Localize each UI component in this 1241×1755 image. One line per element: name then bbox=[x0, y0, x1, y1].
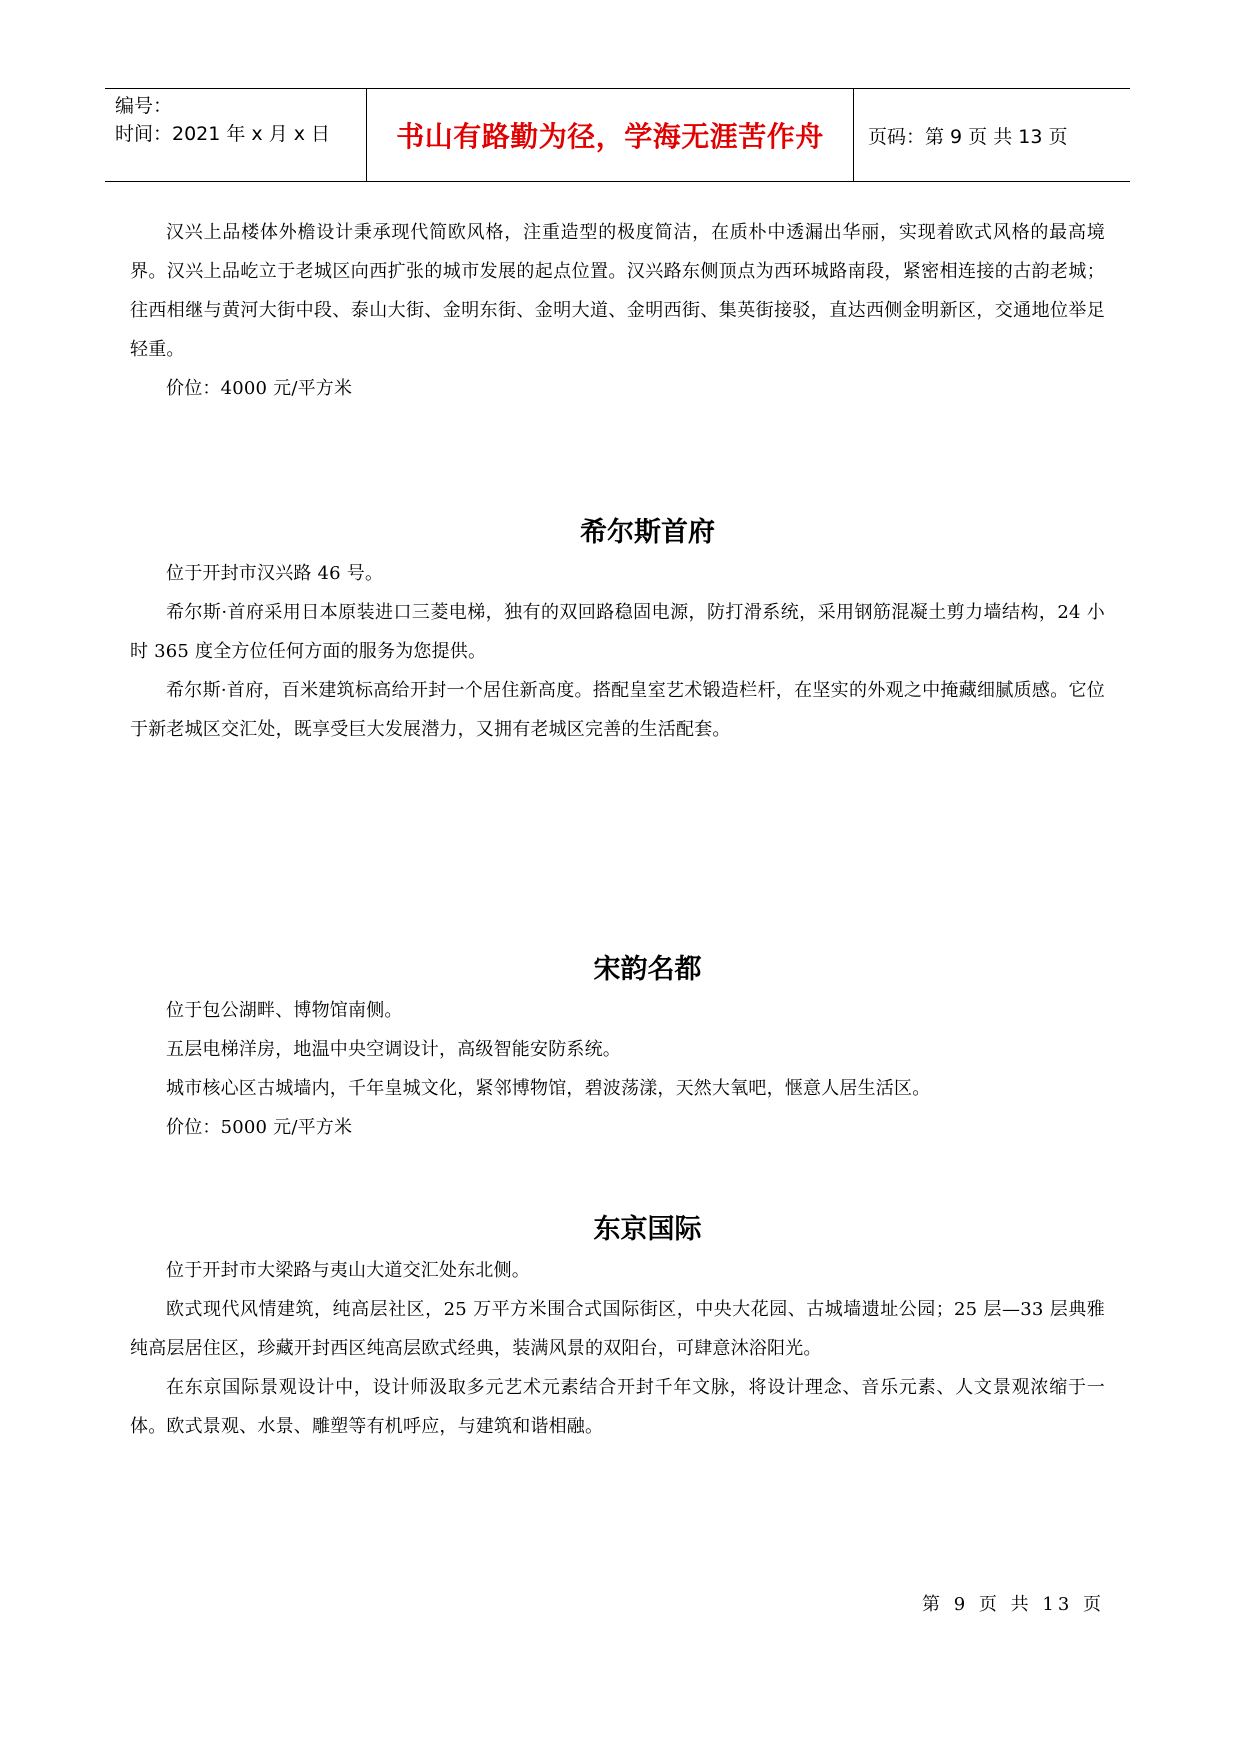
header-page-cell bbox=[854, 89, 1130, 181]
paragraph: 希尔斯·首府采用日本原装进口三菱电梯，独有的双回路稳固电源，防打滑系统，采用钢筋混凝土剪力墙结构，24 小时 365 度全方位任何方面的服务为您提供。 bbox=[130, 602, 1105, 662]
page-footer bbox=[922, 1590, 1105, 1616]
paragraph: 在东京国际景观设计中，设计师汲取多元艺术元素结合开封千年文脉，将设计理念、音乐元素、人文景观浓缩于一体。欧式景观、水景、雕塑等有机呼应，与建筑和谐相融。 bbox=[130, 1377, 1105, 1437]
document-number-label: 编号： bbox=[115, 95, 173, 117]
paragraph: 位于包公湖畔、博物馆南侧。 bbox=[166, 1000, 403, 1021]
page-header bbox=[105, 88, 1130, 182]
document-time-label: 时间：2021 年 x 月 x 日 bbox=[115, 123, 331, 145]
paragraph: 位于开封市汉兴路 46 号。 bbox=[166, 563, 384, 584]
header-page-number: 页码：第 9 页 共 13 页 bbox=[868, 125, 1068, 148]
section-title: 宋韵名都 bbox=[593, 954, 702, 985]
paragraph: 欧式现代风情建筑，纯高层社区，25 万平方米围合式国际街区，中央大花园、古城墙遗址公园；25 层—33 层典雅纯高层居住区，珍藏开封西区纯高层欧式经典，装满风景的双阳台，可肆意沐浴阳光。 bbox=[130, 1299, 1105, 1359]
price-line: 价位：4000 元/平方米 bbox=[166, 378, 353, 399]
section-hanxing-continued bbox=[130, 213, 1105, 408]
header-info-cell bbox=[105, 89, 367, 181]
paragraph: 五层电梯洋房，地温中央空调设计，高级智能安防系统。 bbox=[166, 1039, 621, 1060]
paragraph: 汉兴上品楼体外檐设计秉承现代简欧风格，注重造型的极度简洁，在质朴中透漏出华丽，实现着欧式风格的最高境界。汉兴上品屹立于老城区向西扩张的城市发展的起点位置。汉兴路东侧顶点为西环城路南段，紧密相连接的古韵老城；往西相继与黄河大街中段、泰山大街、金明东街、金明大道、金明西街、集英街接驳，直达西侧金明新区，交通地位举足轻重。 bbox=[130, 222, 1105, 360]
price-line: 价位：5000 元/平方米 bbox=[166, 1117, 353, 1138]
paragraph: 希尔斯·首府，百米建筑标高给开封一个居住新高度。搭配皇室艺术锻造栏杆，在坚实的外观之中掩藏细腻质感。它位于新老城区交汇处，既享受巨大发展潜力，又拥有老城区完善的生活配套。 bbox=[130, 680, 1105, 740]
section-title: 东京国际 bbox=[593, 1214, 702, 1245]
section-title: 希尔斯首府 bbox=[580, 517, 715, 548]
paragraph: 位于开封市大梁路与夷山大道交汇处东北侧。 bbox=[166, 1260, 530, 1281]
paragraph: 城市核心区古城墙内，千年皇城文化，紧邻博物馆，碧波荡漾，天然大氧吧，惬意人居生活区。 bbox=[166, 1078, 931, 1099]
header-motto-cell bbox=[367, 89, 854, 181]
footer-page-number: 第 9 页 共 13 页 bbox=[922, 1594, 1105, 1615]
motto-text: 书山有路勤为径，学海无涯苦作舟 bbox=[396, 120, 824, 153]
